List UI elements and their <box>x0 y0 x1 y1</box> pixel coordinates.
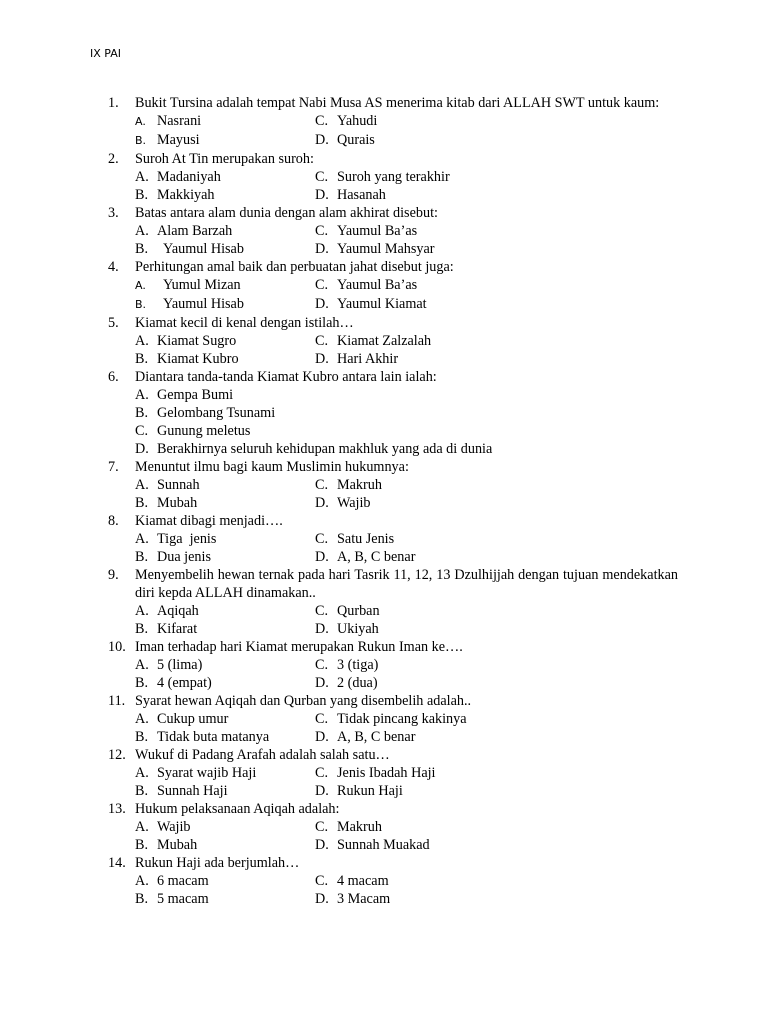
answer-option <box>315 764 495 782</box>
option-text: Alam Barzah <box>157 223 233 239</box>
answer-option <box>315 222 495 240</box>
answer-option <box>135 112 315 131</box>
option-row <box>135 890 678 908</box>
option-row <box>135 112 678 131</box>
answer-option <box>135 872 315 890</box>
option-text: Sunnah <box>157 477 200 493</box>
question-item <box>108 368 678 458</box>
answer-option <box>315 295 495 314</box>
option-text: 4 (empat) <box>157 675 212 691</box>
option-text: Madaniyah <box>157 169 221 185</box>
option-text: 3 Macam <box>337 891 391 907</box>
option-label: B. <box>135 351 149 367</box>
option-row <box>135 872 678 890</box>
option-row <box>135 350 678 368</box>
option-label: A. <box>135 657 149 673</box>
answer-option <box>135 818 315 836</box>
option-label: D. <box>315 837 329 853</box>
question-number: 3. <box>108 205 119 221</box>
option-text: Syarat wajib Haji <box>157 765 257 781</box>
answer-option <box>315 602 495 620</box>
question-item <box>108 800 678 854</box>
question-text: Diantara tanda-tanda Kiamat Kubro antara lain ialah: <box>135 369 437 385</box>
question-text: Wukuf di Padang Arafah adalah salah satu… <box>135 747 390 763</box>
answer-option <box>135 276 315 295</box>
option-text: Jenis Ibadah Haji <box>337 765 436 781</box>
option-row <box>135 674 678 692</box>
option-label: C. <box>315 873 329 889</box>
option-label: A. <box>135 711 149 727</box>
option-row <box>135 332 678 350</box>
question-number: 14. <box>108 855 126 871</box>
answer-option <box>315 332 495 350</box>
option-label: B. <box>135 783 149 799</box>
question-number: 9. <box>108 567 119 583</box>
option-label: B. <box>135 891 149 907</box>
question-item <box>108 204 678 258</box>
option-label: C. <box>315 765 329 781</box>
answer-option <box>135 602 315 620</box>
option-row <box>135 276 678 295</box>
option-row <box>135 818 678 836</box>
answer-option <box>135 404 678 422</box>
answer-option <box>135 476 315 494</box>
option-text: Wajib <box>337 495 371 511</box>
document-header: IX PAI <box>90 47 121 60</box>
option-text: Ukiyah <box>337 621 379 637</box>
option-text: Yaumul Kiamat <box>337 296 427 312</box>
question-text: Kiamat dibagi menjadi…. <box>135 513 283 529</box>
question-number: 2. <box>108 151 119 167</box>
question-text: Kiamat kecil di kenal dengan istilah… <box>135 315 354 331</box>
option-text: Mubah <box>157 495 198 511</box>
answer-option <box>315 872 495 890</box>
option-row <box>135 782 678 800</box>
option-label: C. <box>315 169 329 185</box>
option-label: B. <box>135 549 149 565</box>
option-text: Yaumul Ba’as <box>337 223 418 239</box>
question-item <box>108 258 678 314</box>
option-label: D. <box>135 441 149 457</box>
question-text: Rukun Haji ada berjumlah… <box>135 855 300 871</box>
option-text: Kiamat Zalzalah <box>337 333 432 349</box>
answer-option <box>135 782 315 800</box>
option-row <box>135 386 678 404</box>
answer-option <box>135 240 315 258</box>
question-number: 10. <box>108 639 126 655</box>
option-label: B. <box>135 405 149 421</box>
answer-option <box>135 836 315 854</box>
option-text: Hari Akhir <box>337 351 399 367</box>
option-label: B. <box>135 241 149 257</box>
option-label: D. <box>315 729 329 745</box>
answer-option <box>315 728 495 746</box>
question-text: Batas antara alam dunia dengan alam akhirat disebut: <box>135 205 438 221</box>
question-number: 12. <box>108 747 126 763</box>
option-label: B. <box>135 837 149 853</box>
option-label: C. <box>315 711 329 727</box>
answer-option <box>135 168 315 186</box>
option-text: Tidak pincang kakinya <box>337 711 467 727</box>
answer-option <box>315 530 495 548</box>
answer-option <box>135 186 315 204</box>
option-row <box>135 240 678 258</box>
option-label: C. <box>315 531 329 547</box>
option-row <box>135 548 678 566</box>
option-text: Tiga jenis <box>157 531 217 547</box>
option-text: Gempa Bumi <box>157 387 234 403</box>
answer-option <box>135 656 315 674</box>
option-text: Sunnah Haji <box>157 783 228 799</box>
option-text: Qurban <box>337 603 380 619</box>
option-label: A. <box>135 765 149 781</box>
question-item <box>108 566 678 638</box>
answer-option <box>315 112 495 131</box>
answer-option <box>315 240 495 258</box>
option-row <box>135 295 678 314</box>
question-list <box>108 94 678 908</box>
option-label: D. <box>315 549 329 565</box>
option-label: A. <box>135 169 149 185</box>
option-label: A. <box>135 279 146 292</box>
answer-option <box>315 674 495 692</box>
question-item <box>108 692 678 746</box>
answer-option <box>315 656 495 674</box>
question-item <box>108 150 678 204</box>
answer-option <box>315 494 495 512</box>
option-row <box>135 710 678 728</box>
option-label: C. <box>315 477 329 493</box>
question-item <box>108 512 678 566</box>
option-label: C. <box>315 333 329 349</box>
option-text: Mubah <box>157 837 198 853</box>
option-text: Suroh yang terakhir <box>337 169 450 185</box>
option-text: Satu Jenis <box>337 531 395 547</box>
answer-option <box>135 620 315 638</box>
question-number: 5. <box>108 315 119 331</box>
question-item <box>108 638 678 692</box>
answer-option <box>315 131 495 150</box>
option-text: Hasanah <box>337 187 386 203</box>
option-text: Kifarat <box>157 621 198 637</box>
option-label: A. <box>135 819 149 835</box>
answer-option <box>315 276 495 295</box>
question-item <box>108 746 678 800</box>
option-text: Yaumul Ba’as <box>337 277 418 293</box>
option-label: A. <box>135 333 149 349</box>
option-row <box>135 602 678 620</box>
option-row <box>135 222 678 240</box>
answer-option <box>315 890 495 908</box>
question-text: Syarat hewan Aqiqah dan Qurban yang disembelih adalah.. <box>135 693 472 709</box>
answer-option <box>135 295 315 314</box>
option-text: Kiamat Kubro <box>157 351 239 367</box>
answer-option <box>135 710 315 728</box>
answer-option <box>135 332 315 350</box>
option-label: D. <box>315 241 329 257</box>
question-text: Suroh At Tin merupakan suroh: <box>135 151 314 167</box>
question-text: Menyembelih hewan ternak pada hari Tasrik 11, 12, 13 Dzulhijjah dengan tujuan mendekatkan diri kepda ALLAH dinamakan.. <box>135 567 678 601</box>
answer-option <box>315 476 495 494</box>
question-number: 8. <box>108 513 119 529</box>
question-item <box>108 94 678 150</box>
answer-option <box>135 548 315 566</box>
option-text: Rukun Haji <box>337 783 403 799</box>
answer-option <box>315 836 495 854</box>
answer-option <box>315 710 495 728</box>
option-text: Mayusi <box>157 132 200 148</box>
option-label: A. <box>135 387 149 403</box>
option-text: Yumul Mizan <box>163 277 241 293</box>
option-text: Cukup umur <box>157 711 229 727</box>
question-text: Hukum pelaksanaan Aqiqah adalah: <box>135 801 340 817</box>
question-text: Iman terhadap hari Kiamat merupakan Rukun Iman ke…. <box>135 639 463 655</box>
answer-option <box>315 782 495 800</box>
option-label: D. <box>315 675 329 691</box>
question-text: Bukit Tursina adalah tempat Nabi Musa AS menerima kitab dari ALLAH SWT untuk kaum: <box>135 95 660 111</box>
answer-option <box>135 764 315 782</box>
question-item <box>108 314 678 368</box>
option-row <box>135 476 678 494</box>
answer-option <box>315 186 495 204</box>
answer-option <box>135 350 315 368</box>
question-text: Perhitungan amal baik dan perbuatan jahat disebut juga: <box>135 259 454 275</box>
answer-option <box>135 222 315 240</box>
question-item <box>108 458 678 512</box>
option-label: A. <box>135 477 149 493</box>
option-label: A. <box>135 115 146 128</box>
option-text: Yaumul Mahsyar <box>337 241 435 257</box>
option-text: 2 (dua) <box>337 675 378 691</box>
option-text: A, B, C benar <box>337 729 416 745</box>
option-text: Nasrani <box>157 113 202 129</box>
option-label: C. <box>315 603 329 619</box>
question-number: 6. <box>108 369 119 385</box>
answer-option <box>315 620 495 638</box>
option-label: C. <box>135 423 149 439</box>
question-number: 4. <box>108 259 119 275</box>
option-label: A. <box>135 603 149 619</box>
answer-option <box>135 386 678 404</box>
option-text: 4 macam <box>337 873 389 889</box>
option-text: Dua jenis <box>157 549 211 565</box>
option-label: D. <box>315 621 329 637</box>
option-row <box>135 494 678 512</box>
option-text: 3 (tiga) <box>337 657 379 673</box>
option-row <box>135 620 678 638</box>
option-label: B. <box>135 729 149 745</box>
answer-option <box>315 168 495 186</box>
question-number: 1. <box>108 95 119 111</box>
answer-option <box>315 548 495 566</box>
option-text: 5 macam <box>157 891 209 907</box>
option-label: D. <box>315 132 329 148</box>
option-label: B. <box>135 298 147 311</box>
option-label: C. <box>315 819 329 835</box>
option-text: Yahudi <box>337 113 378 129</box>
answer-option <box>135 530 315 548</box>
option-text: Gunung meletus <box>157 423 251 439</box>
option-row <box>135 530 678 548</box>
option-label: D. <box>315 495 329 511</box>
answer-option <box>315 350 495 368</box>
option-text: Aqiqah <box>157 603 199 619</box>
option-text: 6 macam <box>157 873 209 889</box>
option-row <box>135 836 678 854</box>
option-row <box>135 656 678 674</box>
option-label: D. <box>315 351 329 367</box>
option-label: C. <box>315 657 329 673</box>
option-row <box>135 764 678 782</box>
option-text: Wajib <box>157 819 191 835</box>
option-label: C. <box>315 277 329 293</box>
option-row <box>135 728 678 746</box>
option-label: B. <box>135 187 149 203</box>
option-label: D. <box>315 783 329 799</box>
option-label: C. <box>315 223 329 239</box>
option-label: D. <box>315 891 329 907</box>
option-text: A, B, C benar <box>337 549 416 565</box>
option-text: 5 (lima) <box>157 657 203 673</box>
question-text: Menuntut ilmu bagi kaum Muslimin hukumnya: <box>135 459 409 475</box>
option-text: Makkiyah <box>157 187 215 203</box>
option-label: A. <box>135 223 149 239</box>
question-number: 11. <box>108 693 126 709</box>
option-text: Sunnah Muakad <box>337 837 430 853</box>
option-row <box>135 440 678 458</box>
option-text: Makruh <box>337 819 382 835</box>
option-row <box>135 404 678 422</box>
option-label: A. <box>135 873 149 889</box>
option-label: C. <box>315 113 329 129</box>
question-number: 7. <box>108 459 119 475</box>
option-row <box>135 131 678 150</box>
answer-option <box>135 422 678 440</box>
option-text: Yaumul Hisab <box>163 241 244 257</box>
option-row <box>135 186 678 204</box>
option-text: Yaumul Hisab <box>163 296 244 312</box>
answer-option <box>135 440 678 458</box>
option-label: B. <box>135 621 149 637</box>
answer-option <box>135 131 315 150</box>
option-label: B. <box>135 495 149 511</box>
option-text: Tidak buta matanya <box>157 729 270 745</box>
option-label: B. <box>135 134 147 147</box>
question-number: 13. <box>108 801 126 817</box>
option-row <box>135 168 678 186</box>
option-text: Makruh <box>337 477 382 493</box>
option-label: D. <box>315 187 329 203</box>
option-text: Berakhirnya seluruh kehidupan makhluk yang ada di dunia <box>157 441 493 457</box>
answer-option <box>315 818 495 836</box>
answer-option <box>135 728 315 746</box>
answer-option <box>135 890 315 908</box>
option-text: Kiamat Sugro <box>157 333 237 349</box>
option-text: Gelombang Tsunami <box>157 405 276 421</box>
option-text: Qurais <box>337 132 375 148</box>
option-label: A. <box>135 531 149 547</box>
answer-option <box>135 494 315 512</box>
question-item <box>108 854 678 908</box>
option-label: D. <box>315 296 329 312</box>
option-row <box>135 422 678 440</box>
answer-option <box>135 674 315 692</box>
option-label: B. <box>135 675 149 691</box>
